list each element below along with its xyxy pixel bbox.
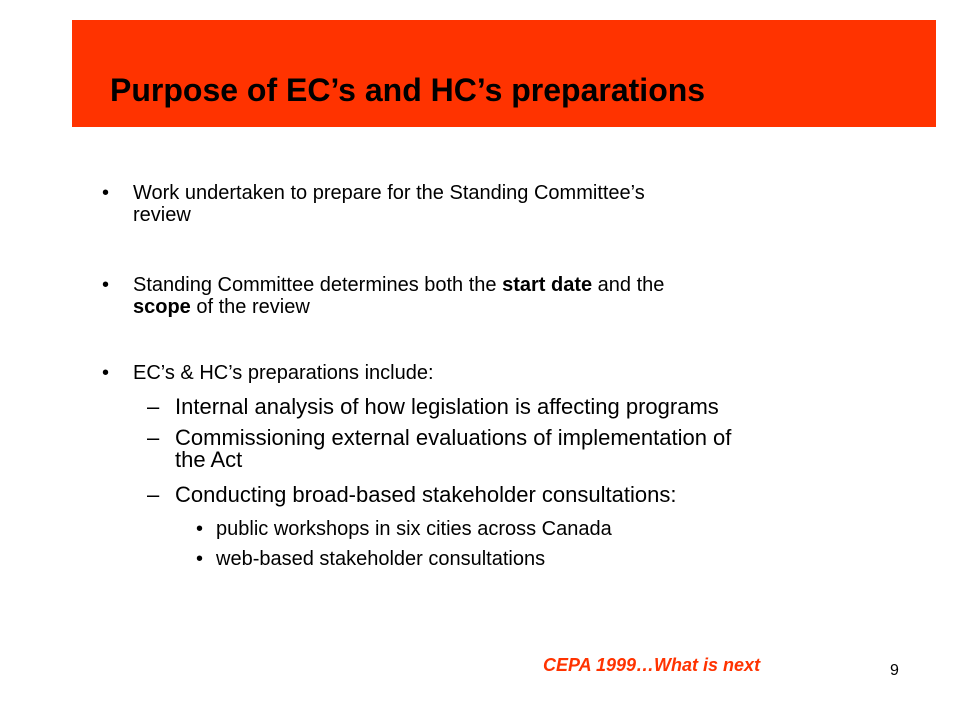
footer-text: CEPA 1999…What is next [543, 655, 761, 675]
subitem-1-text: Internal analysis of how legislation is affecting programs [175, 394, 719, 419]
page-number: 9 [890, 662, 899, 679]
slide-title: Purpose of EC’s and HC’s preparations [110, 72, 706, 108]
subsubitem-1-text: public workshops in six cities across Canada [216, 518, 612, 540]
dash-glyph: – [147, 394, 160, 419]
bullet-glyph: • [102, 274, 110, 296]
subitem-3-text: Conducting broad-based stakeholder consultations: [175, 482, 677, 507]
bullet-glyph: • [102, 362, 110, 384]
bullet-glyph: • [196, 548, 204, 570]
start-date-emphasis: start date [502, 274, 593, 296]
bullet-glyph: • [196, 518, 204, 540]
subsubitem-2-text: web-based stakeholder consultations [216, 548, 546, 570]
dash-glyph: – [147, 482, 160, 507]
bullet-1-line-1: Work undertaken to prepare for the Standing Committee’s [133, 182, 645, 204]
bullet-3-text: EC’s & HC’s preparations include: [133, 362, 434, 384]
bullet-2-text [133, 274, 833, 318]
bullet-2-text-b: and the [592, 274, 665, 296]
bullet-2-line-2 [133, 296, 833, 318]
bullet-2-text-a: Standing Committee determines both the [133, 274, 503, 296]
bullet-1-text [133, 182, 833, 226]
bullet-1-line-2: review [133, 204, 191, 226]
subitem-2-line-2: the Act [175, 447, 243, 472]
bullet-2-text-c: of the review [190, 296, 310, 318]
scope-emphasis: scope [133, 296, 191, 318]
bullet-2-line-1 [133, 274, 833, 296]
subitem-2-line-1: Commissioning external evaluations of implementation of [175, 425, 732, 450]
bullet-glyph: • [102, 182, 110, 204]
dash-glyph: – [147, 425, 160, 450]
subitem-2-text [175, 427, 875, 471]
